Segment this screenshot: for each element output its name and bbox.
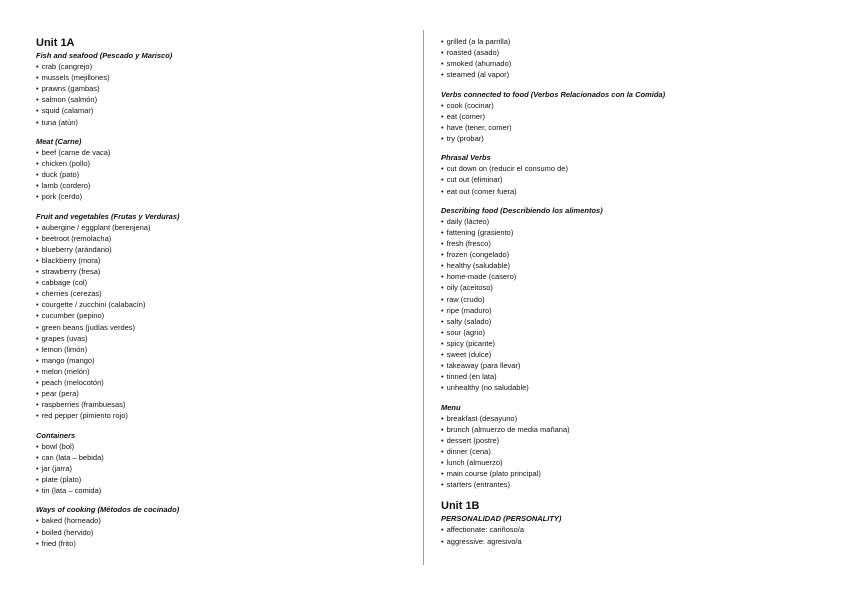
vocab-section [36,430,396,497]
vocab-item: • have (tener, comer) [441,122,801,133]
vocab-item: • cherries (cerezas) [36,288,396,299]
vocab-item: • eat (comer) [441,111,801,122]
vocab-item: • eat out (comer fuera) [441,186,801,197]
column-divider [423,30,424,565]
vocab-item: • raspberries (frambuesas) [36,399,396,410]
vocab-item: • pork (cerdo) [36,191,396,202]
vocab-item: • breakfast (desayuno) [441,413,801,424]
vocab-item: • sour (agrio) [441,327,801,338]
right-unit-sections [441,513,801,546]
vocab-item: • oily (aceitoso) [441,282,801,293]
vocab-item: • fried (frito) [36,538,396,549]
vocab-item: • spicy (picante) [441,338,801,349]
vocab-item: • red pepper (pimiento rojo) [36,410,396,421]
vocab-item: • melon (melón) [36,366,396,377]
vocab-item: • grilled (a la parrilla) [441,36,801,47]
vocab-item: • tin (lata – comida) [36,485,396,496]
vocab-item: • ripe (maduro) [441,305,801,316]
vocab-item: • boiled (hervido) [36,527,396,538]
vocab-item: • brunch (almuerzo de media mañana) [441,424,801,435]
section-title: Fish and seafood (Pescado y Marisco) [36,51,173,60]
vocab-section [36,211,396,422]
vocab-item: • fresh (fresco) [441,238,801,249]
vocab-item: • jar (jarra) [36,463,396,474]
vocab-section [441,36,801,80]
vocab-item: • raw (crudo) [441,294,801,305]
vocab-item: • mussels (mejillones) [36,72,396,83]
vocab-item: • green beans (judías verdes) [36,322,396,333]
vocab-section [36,136,396,203]
vocab-section [441,513,801,546]
vocab-item: • aggressive: agresivo/a [441,536,801,547]
vocab-item: • plate (plato) [36,474,396,485]
vocab-item: • aubergine / eggplant (berenjena) [36,222,396,233]
vocab-item: • starters (entrantes) [441,479,801,490]
vocab-item: • healthy (saludable) [441,260,801,271]
vocab-item: • peach (melocotón) [36,377,396,388]
section-title: Phrasal Verbs [441,153,491,163]
vocab-item: • affectionate: cariñoso/a [441,524,801,535]
vocab-item: • blackberry (mora) [36,255,396,266]
vocab-item: • dessert (postre) [441,435,801,446]
vocab-item: • pear (pera) [36,388,396,399]
right-sections [441,36,801,490]
vocab-section [441,152,801,196]
vocab-item: • lunch (almuerzo) [441,457,801,468]
vocab-item: • cut out (eliminar) [441,174,801,185]
vocab-item: • baked (horneado) [36,515,396,526]
vocab-item: • lamb (cordero) [36,180,396,191]
section-title: Ways of cooking (Métodos de cocinado) [36,505,180,515]
vocab-item: • sweet (dulce) [441,349,801,360]
vocab-item: • mango (mango) [36,355,396,366]
vocab-item: • lemon (limón) [36,344,396,355]
vocab-item: • squid (calamar) [36,105,396,116]
vocab-item: • grapes (uvas) [36,333,396,344]
vocab-item: • unhealthy (no saludable) [441,382,801,393]
vocab-section [441,402,801,491]
vocab-item: • duck (pato) [36,169,396,180]
vocab-item: • crab (cangrejo) [36,61,396,72]
vocab-item: • frozen (congelado) [441,249,801,260]
unit-title: Unit 1A [36,37,75,49]
section-title: PERSONALIDAD (PERSONALITY) [441,514,562,524]
vocab-item: • chicken (pollo) [36,158,396,169]
vocab-item: • main course (plato principal) [441,468,801,479]
vocab-item: • prawns (gambas) [36,83,396,94]
vocab-item: • home-made (casero) [441,271,801,282]
vocab-section [441,89,801,144]
vocab-item: • beef (carne de vaca) [36,147,396,158]
section-title: Describing food (Describiendo los alimentos) [441,205,603,215]
vocab-section [441,205,801,394]
unit-title: Unit 1B [441,500,480,513]
vocab-item: • beetroot (remolacha) [36,233,396,244]
vocab-item: • strawberry (fresa) [36,266,396,277]
vocab-item: • takeaway (para llevar) [441,360,801,371]
vocab-item: • cabbage (col) [36,277,396,288]
vocab-item: • daily (lácteo) [441,216,801,227]
left-column [36,36,396,557]
right-column [441,36,801,555]
vocab-item: • smoked (ahumado) [441,58,801,69]
section-title: Verbs connected to food (Verbos Relacionados con la Comida) [441,89,666,99]
section-title: Fruit and vegetables (Frutas y Verduras) [36,211,180,221]
vocab-item: • blueberry (arándano) [36,244,396,255]
vocab-item: • fattening (grasiento) [441,227,801,238]
section-title: Menu [441,402,461,412]
vocab-item: • roasted (asado) [441,47,801,58]
vocab-item: • cucumber (pepino) [36,310,396,321]
vocab-item: • bowl (bol) [36,441,396,452]
vocab-item: • can (lata – bebida) [36,452,396,463]
vocab-item: • dinner (cena) [441,446,801,457]
vocab-section [36,50,396,128]
vocab-item: • tuna (atún) [36,117,396,128]
vocab-item: • salty (salado) [441,316,801,327]
vocab-item: • try (probar) [441,133,801,144]
vocab-item: • courgette / zucchini (calabacín) [36,299,396,310]
left-sections [36,50,396,549]
vocab-item: • cut down on (reducir el consumo de) [441,163,801,174]
vocab-item: • salmon (salmón) [36,94,396,105]
vocab-section [36,504,396,548]
vocab-item: • steamed (al vapor) [441,69,801,80]
section-title: Meat (Carne) [36,136,82,146]
section-title: Containers [36,430,76,440]
vocab-item: • tinned (en lata) [441,371,801,382]
vocab-item: • cook (cocinar) [441,100,801,111]
